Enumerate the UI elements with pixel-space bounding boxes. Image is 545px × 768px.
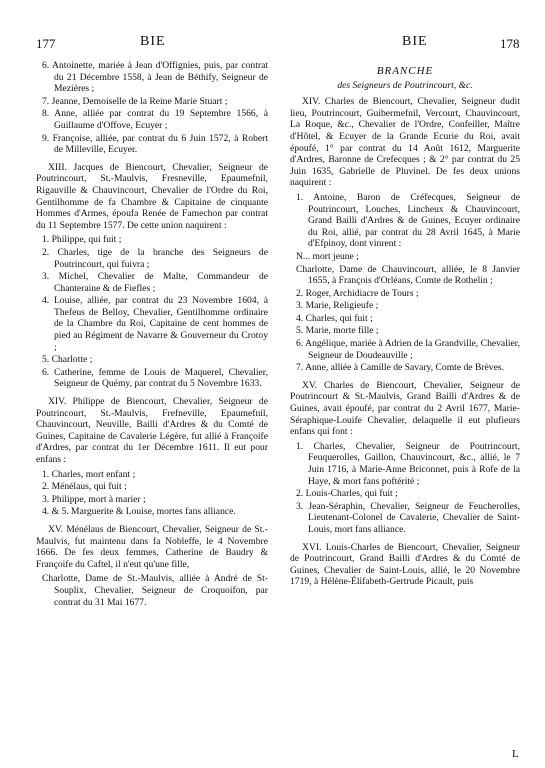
list-item: Charlotte, Dame de Chauvincourt, alliée, le 8 Janvier 1655, à François d'Orléans, Comte de Rothelin ; [296, 263, 520, 287]
enumeration-list [290, 441, 520, 536]
list-item: 3. Marie, Religieufe ; [296, 300, 379, 312]
section-heading: des Seigneurs de Poutrincourt, &c. [337, 79, 473, 91]
enumeration-list [290, 192, 520, 374]
list-item: N... mort jeune ; [296, 250, 359, 262]
genealogy-paragraph: XIV. Philippe de Biencourt, Chevalier, Seigneur de Poutrincourt, St.-Maulvis, Frefneville, Epaumefnil, Chauvincourt, Neuville, Bailli d'Ardres & du Comté de Guines, Capitaine de Cavalerie Légère, fut allié à Françoife d'Ardres, par contrat du 1er Décembre 1611. Il eut pour enfans : [36, 396, 268, 465]
list-item: 1. Antoine, Baron de Créfecques, Seigneur de Poutrincourt, Louches, Lincheux & Chauvincourt, Grand Bailli d'Ardres & de Guines, Ecuyer ordinaire du Roi, allié, par contrat du 28 Avril 1645, à Marie d'Efpinoy, dont vinrent : [296, 191, 520, 250]
list-item: 1. Philippe, qui fuit ; [42, 234, 122, 246]
list-item: 5. Charlotte ; [42, 354, 93, 366]
list-item: 9. Françoise, alliée, par contrat du 6 Juin 1572, à Robert de Milleville, Ecuyer. [42, 132, 268, 156]
list-item: 7. Jeanne, Demoiselle de la Reine Marie Stuart ; [42, 95, 228, 107]
list-item: 1. Charles, Chevalier, Seigneur de Poutrincourt, Feuquerolles, Gaillon, Chauvincourt, &c., allié, le 7 Juin 1716, à Marie-Anne Briconnet, puis à Rofe de la Haye, & mort fans poftérité ; [296, 440, 520, 487]
enumeration-list [36, 469, 268, 518]
list-item: Charlotte, Dame de St.-Maulvis, alliée à André de St-Souplix, Chevalier, Seigneur de Croquoifon, par contrat du 31 Mai 1677. [42, 573, 268, 608]
left-column [36, 58, 268, 614]
list-item: 4. & 5. Marguerite & Louise, mortes fans alliance. [42, 506, 236, 518]
right-column [290, 58, 520, 591]
list-item: 5. Marie, morte fille ; [296, 325, 379, 337]
list-item: 7. Anne, alliée à Camille de Savary, Comte de Brèves. [296, 362, 504, 374]
left-page-number: 177 [36, 36, 56, 51]
list-item: 6. Angélique, mariée à Adrien de la Grandville, Chevalier, Seigneur de Doudeauville ; [296, 338, 520, 361]
list-item: 6. Antoinette, mariée à Jean d'Offignies, puis, par contrat du 21 Décembre 1558, à Jean de Béthify, Seigneur de Mezières ; [42, 60, 268, 95]
enumeration-list [36, 573, 268, 608]
genealogy-paragraph: XV. Ménélaus de Biencourt, Chevalier, Seigneur de St.-Maulvis, fut maintenu dans fa Nobleffe, le 4 Novembre 1666. De fes deux femmes, Catherine de Baudry & Françoife du Caftel, il n'eut qu'une fille, [36, 523, 268, 570]
section-heading: BRANCHE [376, 65, 434, 77]
genealogy-paragraph: XVI. Louis-Charles de Biencourt, Chevalier, Seigneur de Poutrincourt, Grand Bailli d'Ardres & du Comté de Guines, Chevalier de Saint-Louis, allié, le 20 Novembre 1719, à Hélène-Élifabeth-Gertrude Picault, puis [290, 541, 520, 588]
enumeration-list [36, 234, 268, 390]
right-running-head: BIE [402, 34, 428, 49]
list-item: 2. Ménélaus, qui fuit ; [42, 481, 127, 493]
list-item: 4. Charles, qui fuit ; [296, 312, 373, 324]
list-item: 8. Anne, alliée par contrat du 19 Septembre 1566, à Guillaume d'Offove, Ecuyer ; [42, 108, 268, 131]
left-running-head: BIE [140, 34, 166, 49]
genealogy-paragraph: XIV. Charles de Biencourt, Chevalier, Seigneur dudit lieu, Poutrincourt, Guibermefnil, Vercourt, Chauvincourt, La Roque, &c., Chevalier de l'Ordre, Confeiller, Maître d'Hôtel, & Ecuyer de la Grande Ecurie du Roi, avait époufé, 1° par contrat du 14 Août 1612, Marguerite d'Ardres, Baronne de Crefecques ; & 2° par contrat du 25 Juin 1635, Gabrielle de Pluvinel. De fes deux unions naquirent : [290, 96, 520, 189]
list-item: 3. Michel, Chevalier de Malte, Commandeur de Chanteraine & de Fiefles ; [42, 271, 268, 294]
genealogy-paragraph: XIII. Jacques de Biencourt, Chevalier, Seigneur de Poutrincourt, St.-Maulvis, Fresneville, Epaumefnil, Rigauville & Chauvincourt, Chevalier de l'Ordre du Roi, Gentilhomme de fa Chambre & Capitaine de cinquante Hommes d'Armes, époufa Renée de Famechon par contrat du 11 Septembre 1577. De cette union naquirent : [36, 161, 268, 231]
right-page-number: 178 [500, 36, 520, 51]
list-item: 2. Charles, tige de la branche des Seigneurs de Poutrincourt, qui fuivra ; [42, 246, 268, 270]
list-item: 2. Roger, Archidiacre de Tours ; [296, 287, 419, 299]
enumeration-list [36, 60, 268, 156]
list-item: 4. Louise, alliée, par contrat du 23 Novembre 1604, à Thefeus de Belloy, Chevalier, Gentilhomme ordinaire de la Chambre du Roi, Capitaine de cent hommes de pied au Régiment de Navarre & Gouverneur du Crotoy ; [42, 295, 268, 353]
list-item: 3. Philippe, mort à marier ; [42, 493, 146, 505]
list-item: 6. Catherine, femme de Louis de Maquerel, Chevalier, Seigneur de Quémy, par contrat du 5 Novembre 1633. [42, 366, 268, 390]
signature-mark: L [512, 748, 519, 760]
list-item: 3. Jean-Séraphin, Chevalier, Seigneur de Feucherolles, Lieutenant-Colonel de Cavalerie, Chevalier de Saint-Louis, mort fans alliance. [296, 500, 520, 535]
list-item: 1. Charles, mort enfant ; [42, 468, 136, 480]
list-item: 2. Louis-Charles, qui fuit ; [296, 488, 398, 500]
genealogy-paragraph: XV. Charles de Biencourt, Chevalier, Seigneur de Poutrincourt & St.-Maulvis, Grand Bailli d'Ardres & de Guines, avait époufé, par contrat du 2 Avril 1677, Marie-Séraphique-Louife Chevalier, delaquelle il eut plufieurs enfans qui font : [290, 379, 520, 438]
